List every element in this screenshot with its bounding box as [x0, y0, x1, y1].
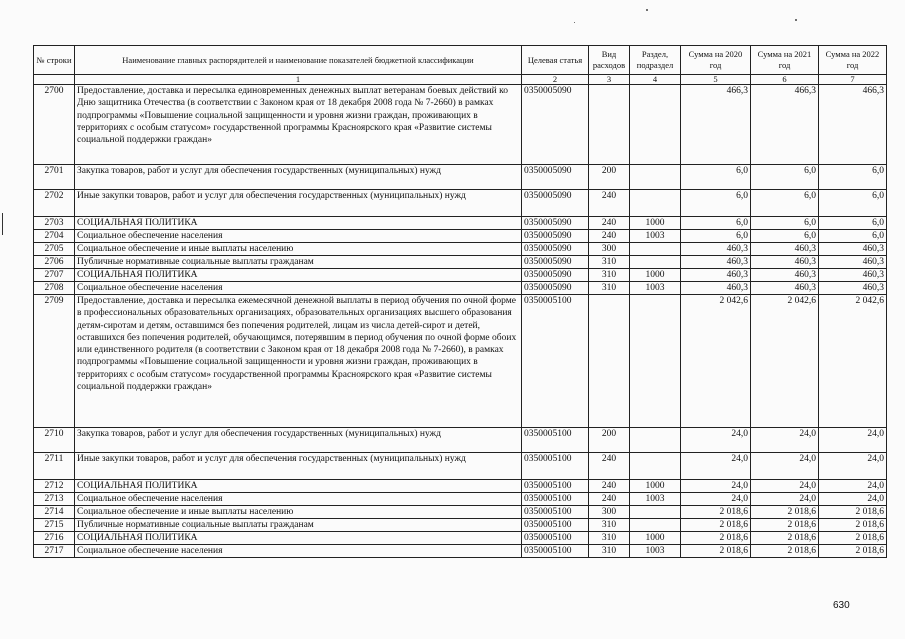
target-article: 0350005100	[522, 545, 589, 558]
row-number: 2705	[34, 243, 75, 256]
row-number: 2701	[34, 165, 75, 190]
target-article: 0350005100	[522, 493, 589, 506]
sum-2020: 6,0	[681, 190, 751, 217]
sum-2021: 2 018,6	[751, 532, 819, 545]
sum-2021: 6,0	[751, 190, 819, 217]
table-row	[34, 256, 887, 269]
sum-2022: 460,3	[819, 256, 887, 269]
column-number: 2	[522, 75, 589, 85]
expense-type	[589, 295, 630, 428]
table-row	[34, 480, 887, 493]
expense-type: 240	[589, 453, 630, 480]
row-name: Социальное обеспечение населения	[75, 545, 522, 558]
sum-2022: 6,0	[819, 190, 887, 217]
table-row	[34, 295, 887, 428]
table-row	[34, 269, 887, 282]
expense-type: 240	[589, 493, 630, 506]
sum-2020: 6,0	[681, 217, 751, 230]
expense-type: 240	[589, 190, 630, 217]
table-body	[34, 85, 887, 558]
header-name: Наименование главных распорядителей и наименование показателей бюджетной классификации	[75, 46, 522, 75]
target-article: 0350005090	[522, 256, 589, 269]
sum-2021: 2 018,6	[751, 519, 819, 532]
sum-2020: 24,0	[681, 480, 751, 493]
scan-speck	[646, 9, 648, 11]
row-name: Закупка товаров, работ и услуг для обеспечения государственных (муниципальных) нужд	[75, 428, 522, 453]
table-row	[34, 165, 887, 190]
expense-type: 200	[589, 428, 630, 453]
sum-2022: 6,0	[819, 165, 887, 190]
expense-type: 310	[589, 519, 630, 532]
row-number: 2710	[34, 428, 75, 453]
sum-2022: 2 018,6	[819, 519, 887, 532]
row-number: 2702	[34, 190, 75, 217]
sum-2020: 2 018,6	[681, 532, 751, 545]
sum-2020: 2 018,6	[681, 545, 751, 558]
sum-2021: 24,0	[751, 493, 819, 506]
section-code	[630, 428, 681, 453]
table-row	[34, 545, 887, 558]
sum-2022: 460,3	[819, 243, 887, 256]
section-code	[630, 165, 681, 190]
row-name: Иные закупки товаров, работ и услуг для обеспечения государственных (муниципальных) нужд	[75, 190, 522, 217]
header-row-no: № строки	[34, 46, 75, 75]
expense-type: 310	[589, 269, 630, 282]
expense-type: 200	[589, 165, 630, 190]
row-name: Предоставление, доставка и пересылка ежемесячной денежной выплаты в период обучения по очной форме в профессиональных образовательных организациях, образовательных организациях высшего образования детям-сиротам и детям, оставшимся без попечения родителей, лицам из числа детей-сирот и детей, оставшихся без попечения родителей, обучающимся, потерявшим в период обучения по очной форме обоих или единственного родителя (в соответствии с Законом края от 18 декабря 2008 года № 7-2660), в рамках подпрограммы «Повышение социальной защищенности и уровня жизни граждан, проживающих в территориях с особым статусом» государственной программы Красноярского края «Развитие системы социальной поддержки граждан»	[75, 295, 522, 428]
header-expense-type: Вид расходов	[589, 46, 630, 75]
sum-2021: 24,0	[751, 480, 819, 493]
sum-2020: 24,0	[681, 453, 751, 480]
section-code	[630, 453, 681, 480]
section-code: 1000	[630, 217, 681, 230]
row-number: 2704	[34, 230, 75, 243]
row-name: Иные закупки товаров, работ и услуг для обеспечения государственных (муниципальных) нужд	[75, 453, 522, 480]
row-number: 2715	[34, 519, 75, 532]
header-target: Целевая статья	[522, 46, 589, 75]
sum-2021: 6,0	[751, 217, 819, 230]
expense-type: 310	[589, 532, 630, 545]
budget-table	[33, 45, 887, 558]
page-number: 630	[833, 600, 850, 611]
sum-2022: 2 018,6	[819, 506, 887, 519]
row-name: Социальное обеспечение населения	[75, 493, 522, 506]
section-code	[630, 243, 681, 256]
sum-2020: 2 018,6	[681, 519, 751, 532]
sum-2022: 2 018,6	[819, 545, 887, 558]
target-article: 0350005100	[522, 295, 589, 428]
table-row	[34, 532, 887, 545]
row-name: Социальное обеспечение и иные выплаты населению	[75, 506, 522, 519]
sum-2022: 460,3	[819, 269, 887, 282]
section-code	[630, 190, 681, 217]
row-number: 2708	[34, 282, 75, 295]
section-code	[630, 519, 681, 532]
section-code: 1003	[630, 545, 681, 558]
sum-2020: 6,0	[681, 165, 751, 190]
sum-2022: 24,0	[819, 493, 887, 506]
sum-2021: 460,3	[751, 269, 819, 282]
section-code: 1000	[630, 480, 681, 493]
row-number: 2712	[34, 480, 75, 493]
table-row	[34, 519, 887, 532]
table-row	[34, 506, 887, 519]
target-article: 0350005090	[522, 217, 589, 230]
column-number: 7	[819, 75, 887, 85]
sum-2020: 24,0	[681, 428, 751, 453]
table-row	[34, 85, 887, 165]
table-row	[34, 428, 887, 453]
row-number: 2713	[34, 493, 75, 506]
target-article: 0350005100	[522, 519, 589, 532]
target-article: 0350005090	[522, 190, 589, 217]
target-article: 0350005090	[522, 243, 589, 256]
column-number-row	[34, 75, 887, 85]
header-row	[34, 46, 887, 75]
table-row	[34, 190, 887, 217]
target-article: 0350005100	[522, 532, 589, 545]
expense-type	[589, 85, 630, 165]
target-article: 0350005100	[522, 480, 589, 493]
column-number: 1	[75, 75, 522, 85]
row-name: СОЦИАЛЬНАЯ ПОЛИТИКА	[75, 217, 522, 230]
row-number: 2711	[34, 453, 75, 480]
header-sum-2022: Сумма на 2022 год	[819, 46, 887, 75]
row-number: 2707	[34, 269, 75, 282]
row-number: 2703	[34, 217, 75, 230]
row-number: 2714	[34, 506, 75, 519]
row-name: Закупка товаров, работ и услуг для обеспечения государственных (муниципальных) нужд	[75, 165, 522, 190]
table-row	[34, 217, 887, 230]
column-number	[34, 75, 75, 85]
sum-2020: 2 042,6	[681, 295, 751, 428]
sum-2020: 460,3	[681, 282, 751, 295]
header-sum-2020: Сумма на 2020 год	[681, 46, 751, 75]
target-article: 0350005090	[522, 282, 589, 295]
table-row	[34, 230, 887, 243]
scan-speck	[795, 19, 797, 21]
sum-2022: 466,3	[819, 85, 887, 165]
section-code: 1003	[630, 493, 681, 506]
row-name: Социальное обеспечение населения	[75, 230, 522, 243]
sum-2021: 2 042,6	[751, 295, 819, 428]
sum-2022: 2 018,6	[819, 532, 887, 545]
sum-2022: 6,0	[819, 217, 887, 230]
sum-2021: 460,3	[751, 256, 819, 269]
header-sum-2021: Сумма на 2021 год	[751, 46, 819, 75]
expense-type: 300	[589, 243, 630, 256]
section-code	[630, 295, 681, 428]
expense-type: 310	[589, 282, 630, 295]
target-article: 0350005090	[522, 269, 589, 282]
expense-type: 300	[589, 506, 630, 519]
section-code	[630, 85, 681, 165]
column-number: 6	[751, 75, 819, 85]
sum-2021: 6,0	[751, 165, 819, 190]
section-code: 1000	[630, 532, 681, 545]
sum-2020: 460,3	[681, 243, 751, 256]
sum-2020: 24,0	[681, 493, 751, 506]
section-code: 1003	[630, 230, 681, 243]
sum-2020: 460,3	[681, 256, 751, 269]
sum-2021: 2 018,6	[751, 545, 819, 558]
sum-2021: 24,0	[751, 453, 819, 480]
sum-2021: 2 018,6	[751, 506, 819, 519]
row-name: Публичные нормативные социальные выплаты гражданам	[75, 519, 522, 532]
section-code: 1003	[630, 282, 681, 295]
sum-2021: 460,3	[751, 282, 819, 295]
section-code	[630, 256, 681, 269]
table-row	[34, 243, 887, 256]
column-number: 4	[630, 75, 681, 85]
sum-2020: 460,3	[681, 269, 751, 282]
target-article: 0350005090	[522, 85, 589, 165]
row-name: СОЦИАЛЬНАЯ ПОЛИТИКА	[75, 480, 522, 493]
margin-mark	[2, 213, 3, 235]
sum-2022: 460,3	[819, 282, 887, 295]
row-number: 2716	[34, 532, 75, 545]
sum-2022: 6,0	[819, 230, 887, 243]
sum-2021: 460,3	[751, 243, 819, 256]
sum-2021: 24,0	[751, 428, 819, 453]
header-section: Раздел, подраздел	[630, 46, 681, 75]
expense-type: 310	[589, 256, 630, 269]
row-name: Социальное обеспечение и иные выплаты населению	[75, 243, 522, 256]
sum-2022: 2 042,6	[819, 295, 887, 428]
sum-2020: 6,0	[681, 230, 751, 243]
row-number: 2700	[34, 85, 75, 165]
sum-2022: 24,0	[819, 480, 887, 493]
row-number: 2717	[34, 545, 75, 558]
expense-type: 310	[589, 545, 630, 558]
sum-2021: 6,0	[751, 230, 819, 243]
expense-type: 240	[589, 217, 630, 230]
row-number: 2706	[34, 256, 75, 269]
row-name: Предоставление, доставка и пересылка единовременных денежных выплат ветеранам боевых действий ко Дню защитника Отечества (в соответствии с Законом края от 18 декабря 2008 года № 7-2660) в рамках подпрограммы «Повышение социальной защищенности и уровня жизни граждан, проживающих в территориях с особым статусом» государственной программы Красноярского края «Развитие системы социальной поддержки граждан»	[75, 85, 522, 165]
sum-2020: 2 018,6	[681, 506, 751, 519]
target-article: 0350005100	[522, 453, 589, 480]
target-article: 0350005100	[522, 428, 589, 453]
column-number: 5	[681, 75, 751, 85]
target-article: 0350005100	[522, 506, 589, 519]
scan-speck	[574, 22, 575, 23]
column-number: 3	[589, 75, 630, 85]
row-number: 2709	[34, 295, 75, 428]
row-name: СОЦИАЛЬНАЯ ПОЛИТИКА	[75, 269, 522, 282]
sum-2021: 466,3	[751, 85, 819, 165]
section-code	[630, 506, 681, 519]
sum-2022: 24,0	[819, 428, 887, 453]
sum-2022: 24,0	[819, 453, 887, 480]
table-row	[34, 453, 887, 480]
table-row	[34, 282, 887, 295]
section-code: 1000	[630, 269, 681, 282]
expense-type: 240	[589, 230, 630, 243]
target-article: 0350005090	[522, 165, 589, 190]
row-name: Публичные нормативные социальные выплаты гражданам	[75, 256, 522, 269]
sum-2020: 466,3	[681, 85, 751, 165]
table-row	[34, 493, 887, 506]
row-name: СОЦИАЛЬНАЯ ПОЛИТИКА	[75, 532, 522, 545]
expense-type: 240	[589, 480, 630, 493]
target-article: 0350005090	[522, 230, 589, 243]
row-name: Социальное обеспечение населения	[75, 282, 522, 295]
